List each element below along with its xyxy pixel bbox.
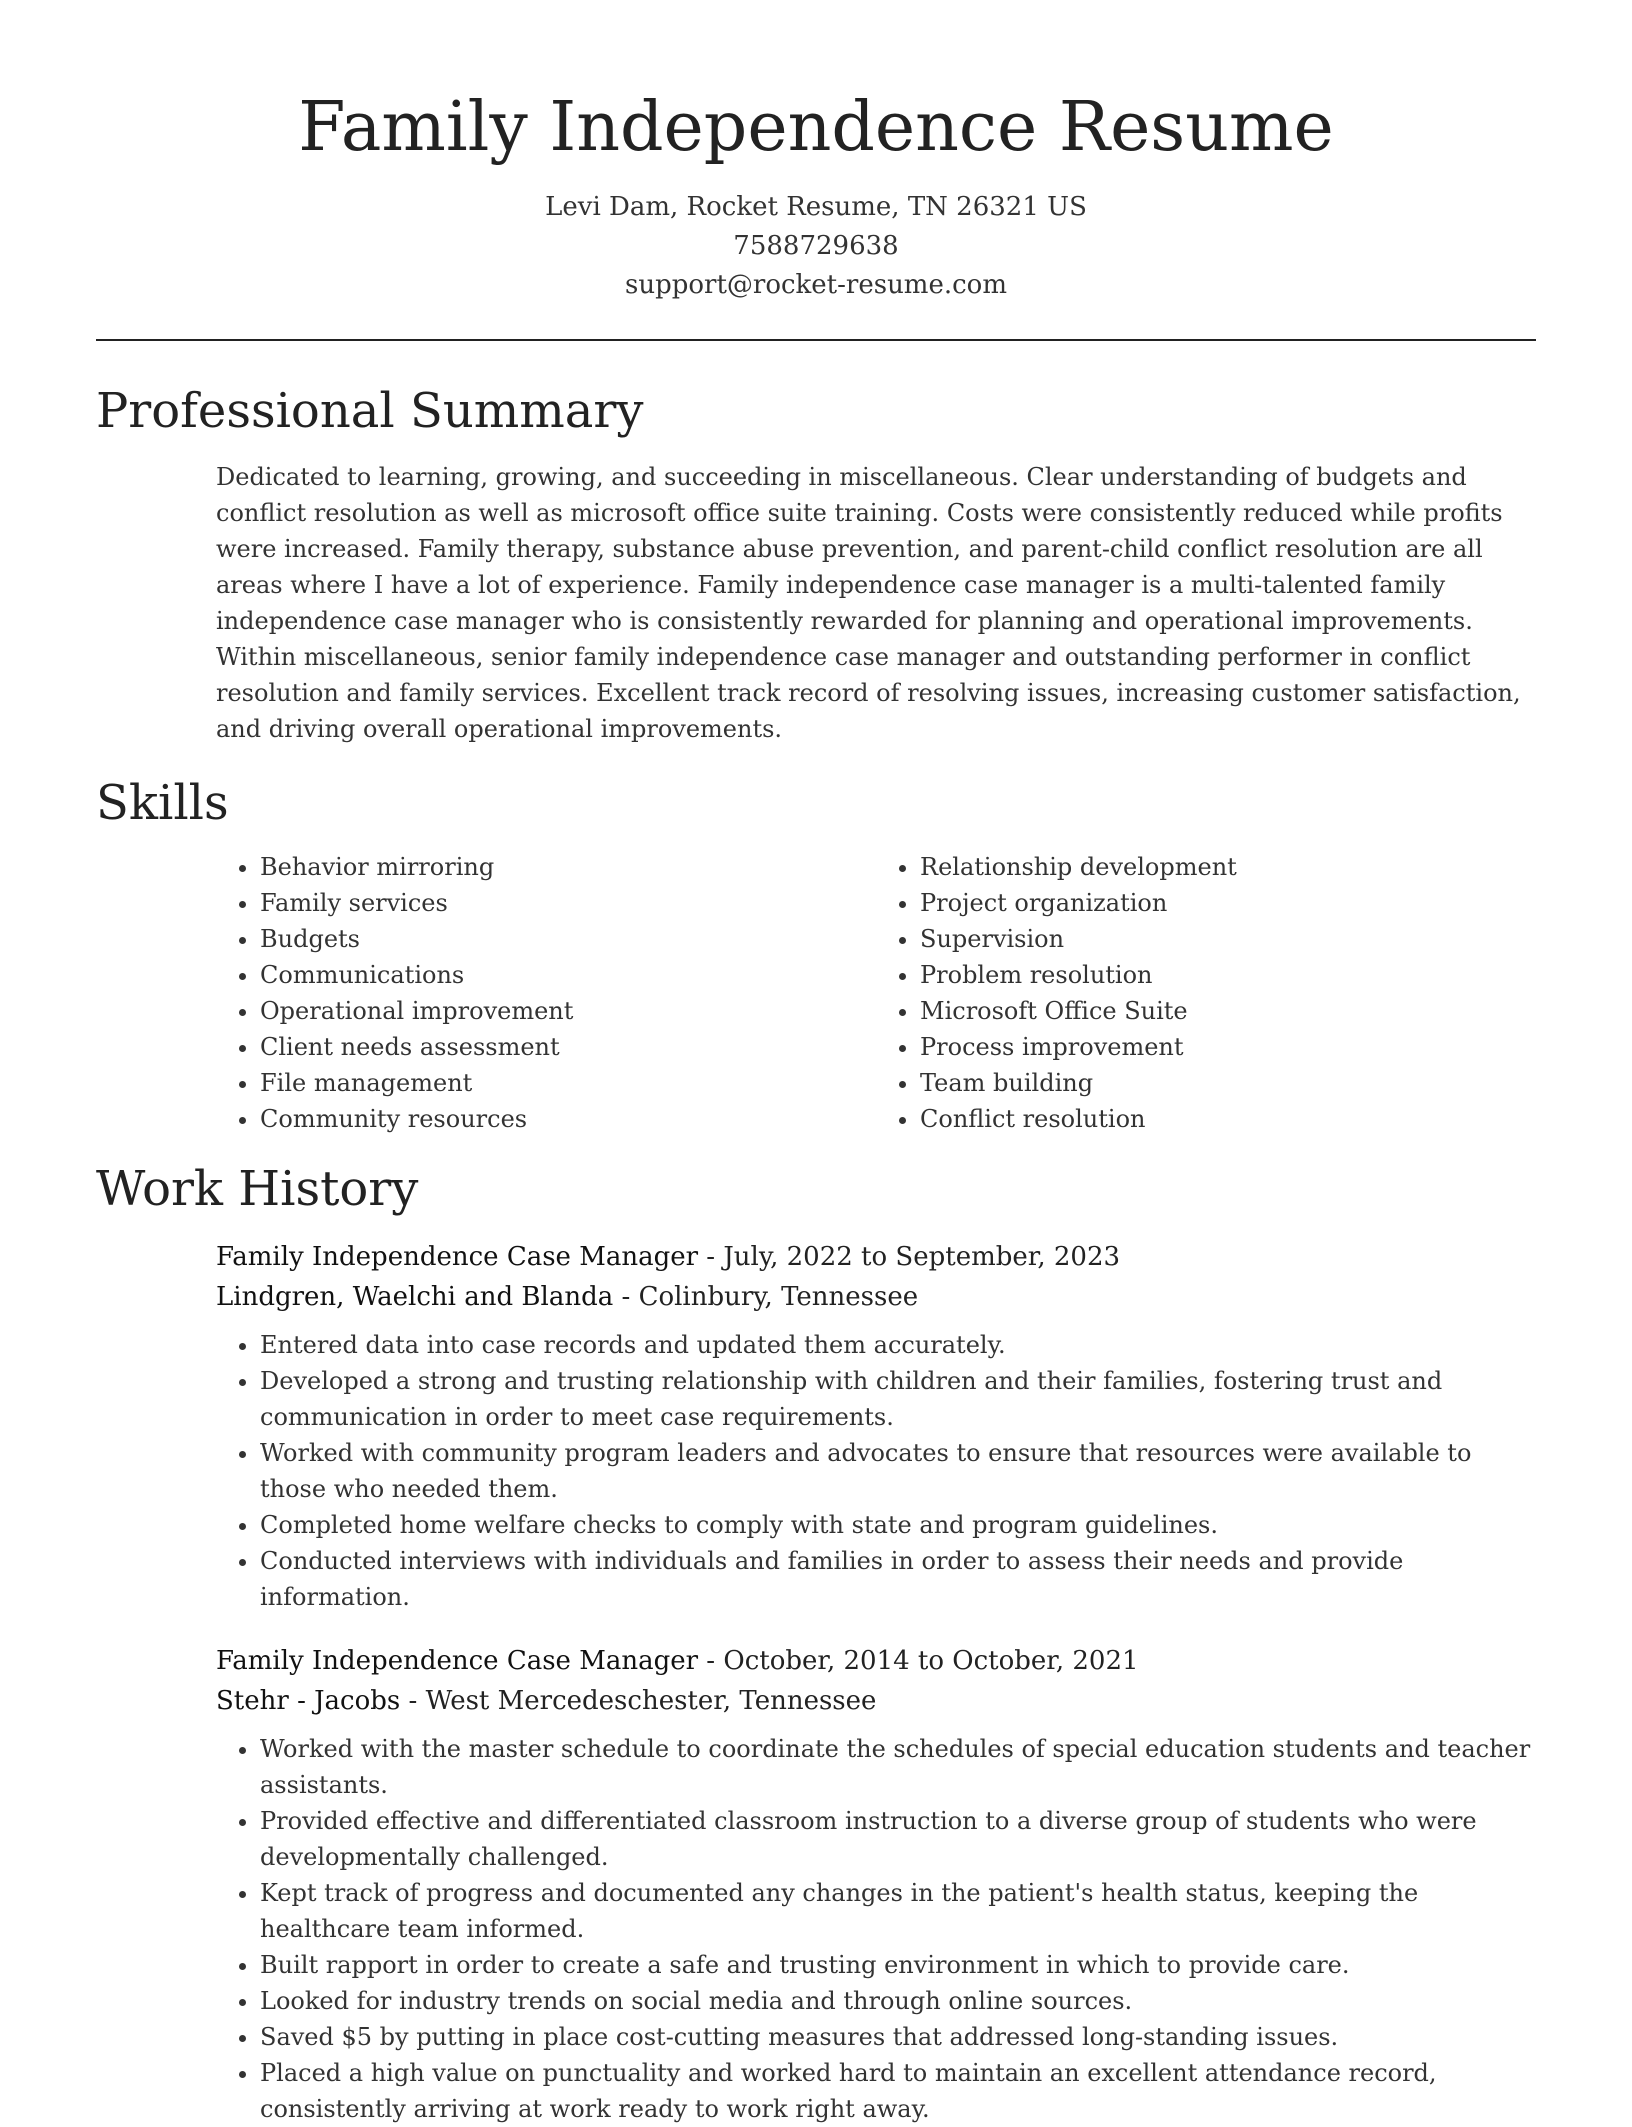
job-entry bbox=[216, 1237, 1536, 1615]
responsibility-item: • Developed a strong and trusting relationship with children and their families, fostering trust and communication in order to meet case requirements. bbox=[260, 1363, 1536, 1435]
responsibility-item: • Completed home welfare checks to comply with state and program guidelines. bbox=[260, 1507, 1536, 1543]
skill-item: • Microsoft Office Suite bbox=[920, 993, 1536, 1029]
skills-column-left bbox=[216, 849, 876, 1137]
contact-address: Levi Dam, Rocket Resume, TN 26321 US bbox=[545, 192, 1087, 222]
responsibility-item: • Worked with community program leaders and advocates to ensure that resources were available to those who needed them. bbox=[260, 1435, 1536, 1507]
skill-item: • Problem resolution bbox=[920, 957, 1536, 993]
job-title-line: Family Independence Case Manager - October, 2014 to October, 2021 bbox=[216, 1646, 1139, 1676]
responsibility-item: • Looked for industry trends on social media and through online sources. bbox=[260, 1983, 1536, 2019]
job-dates: October, 2014 to October, 2021 bbox=[723, 1646, 1139, 1676]
skill-item: • Community resources bbox=[260, 1101, 876, 1137]
contact-phone: 7588729638 bbox=[733, 231, 899, 261]
job-company: Stehr - Jacobs bbox=[216, 1686, 401, 1716]
skills-section bbox=[96, 773, 1536, 1137]
skill-item: • Relationship development bbox=[920, 849, 1536, 885]
skill-item: • Family services bbox=[260, 885, 876, 921]
job-company: Lindgren, Waelchi and Blanda bbox=[216, 1282, 614, 1312]
resume-header bbox=[96, 0, 1536, 305]
skill-item: • Conflict resolution bbox=[920, 1101, 1536, 1137]
header-divider bbox=[96, 339, 1536, 341]
skill-item: • Project organization bbox=[920, 885, 1536, 921]
work-history-section bbox=[96, 1159, 1536, 2127]
skill-item: • Behavior mirroring bbox=[260, 849, 876, 885]
responsibility-item: • Entered data into case records and updated them accurately. bbox=[260, 1327, 1536, 1363]
summary-section bbox=[96, 381, 1536, 747]
skills-column-right bbox=[876, 849, 1536, 1137]
skill-item: • File management bbox=[260, 1065, 876, 1101]
job-title: Family Independence Case Manager bbox=[216, 1646, 699, 1676]
skill-item: • Operational improvement bbox=[260, 993, 876, 1029]
skill-item: • Process improvement bbox=[920, 1029, 1536, 1065]
contact-email: support@rocket-resume.com bbox=[624, 270, 1007, 300]
responsibility-item: • Provided effective and differentiated classroom instruction to a diverse group of students who were developmentally challenged. bbox=[260, 1803, 1536, 1875]
responsibility-item: • Built rapport in order to create a safe and trusting environment in which to provide care. bbox=[260, 1947, 1536, 1983]
work-history-heading: Work History bbox=[96, 1161, 419, 1217]
job-title: Family Independence Case Manager bbox=[216, 1242, 699, 1272]
summary-heading: Professional Summary bbox=[96, 383, 644, 439]
job-location: Colinbury, Tennessee bbox=[638, 1282, 919, 1312]
skill-item: • Supervision bbox=[920, 921, 1536, 957]
job-title-line: Family Independence Case Manager - July, 2022 to September, 2023 bbox=[216, 1242, 1121, 1272]
responsibility-item: • Worked with the master schedule to coordinate the schedules of special education students and teacher assistants. bbox=[260, 1731, 1536, 1803]
responsibility-item: • Placed a high value on punctuality and worked hard to maintain an excellent attendance record, consistently arriving at work ready to work right away. bbox=[260, 2055, 1536, 2127]
job-company-line: Stehr - Jacobs - West Mercedeschester, Tennessee bbox=[216, 1686, 877, 1716]
job-location: West Mercedeschester, Tennessee bbox=[425, 1686, 877, 1716]
responsibility-item: • Conducted interviews with individuals and families in order to assess their needs and provide information. bbox=[260, 1543, 1536, 1615]
skill-item: • Communications bbox=[260, 957, 876, 993]
job-company-line: Lindgren, Waelchi and Blanda - Colinbury, Tennessee bbox=[216, 1282, 919, 1312]
job-entry bbox=[216, 1641, 1536, 2127]
skills-list bbox=[216, 849, 1536, 1137]
skills-heading: Skills bbox=[96, 775, 229, 831]
skill-item: • Budgets bbox=[260, 921, 876, 957]
skill-item: • Team building bbox=[920, 1065, 1536, 1101]
job-dates: July, 2022 to September, 2023 bbox=[723, 1242, 1121, 1272]
responsibility-item: • Kept track of progress and documented any changes in the patient's health status, keeping the healthcare team informed. bbox=[260, 1875, 1536, 1947]
job-responsibilities bbox=[216, 1731, 1536, 2127]
job-responsibilities bbox=[216, 1327, 1536, 1615]
responsibility-item: • Saved $5 by putting in place cost-cutting measures that addressed long-standing issues. bbox=[260, 2019, 1536, 2055]
contact-info bbox=[96, 188, 1536, 305]
resume-title: Family Independence Resume bbox=[298, 88, 1334, 167]
summary-text: Dedicated to learning, growing, and succeeding in miscellaneous. Clear understanding of budgets and conflict resolution as well as microsoft office suite training. Costs were consistently reduced while profits were increased. Family therapy, substance abuse prevention, and parent-child conflict resolution are all areas where I have a lot of experience. Family independence case manager is a multi-talented family independence case manager who is consistently rewarded for planning and operational improvements. Within miscellaneous, senior family independence case manager and outstanding performer in conflict resolution and family services. Excellent track record of resolving issues, increasing customer satisfaction, and driving overall operational improvements. bbox=[216, 463, 1521, 743]
skill-item: • Client needs assessment bbox=[260, 1029, 876, 1065]
